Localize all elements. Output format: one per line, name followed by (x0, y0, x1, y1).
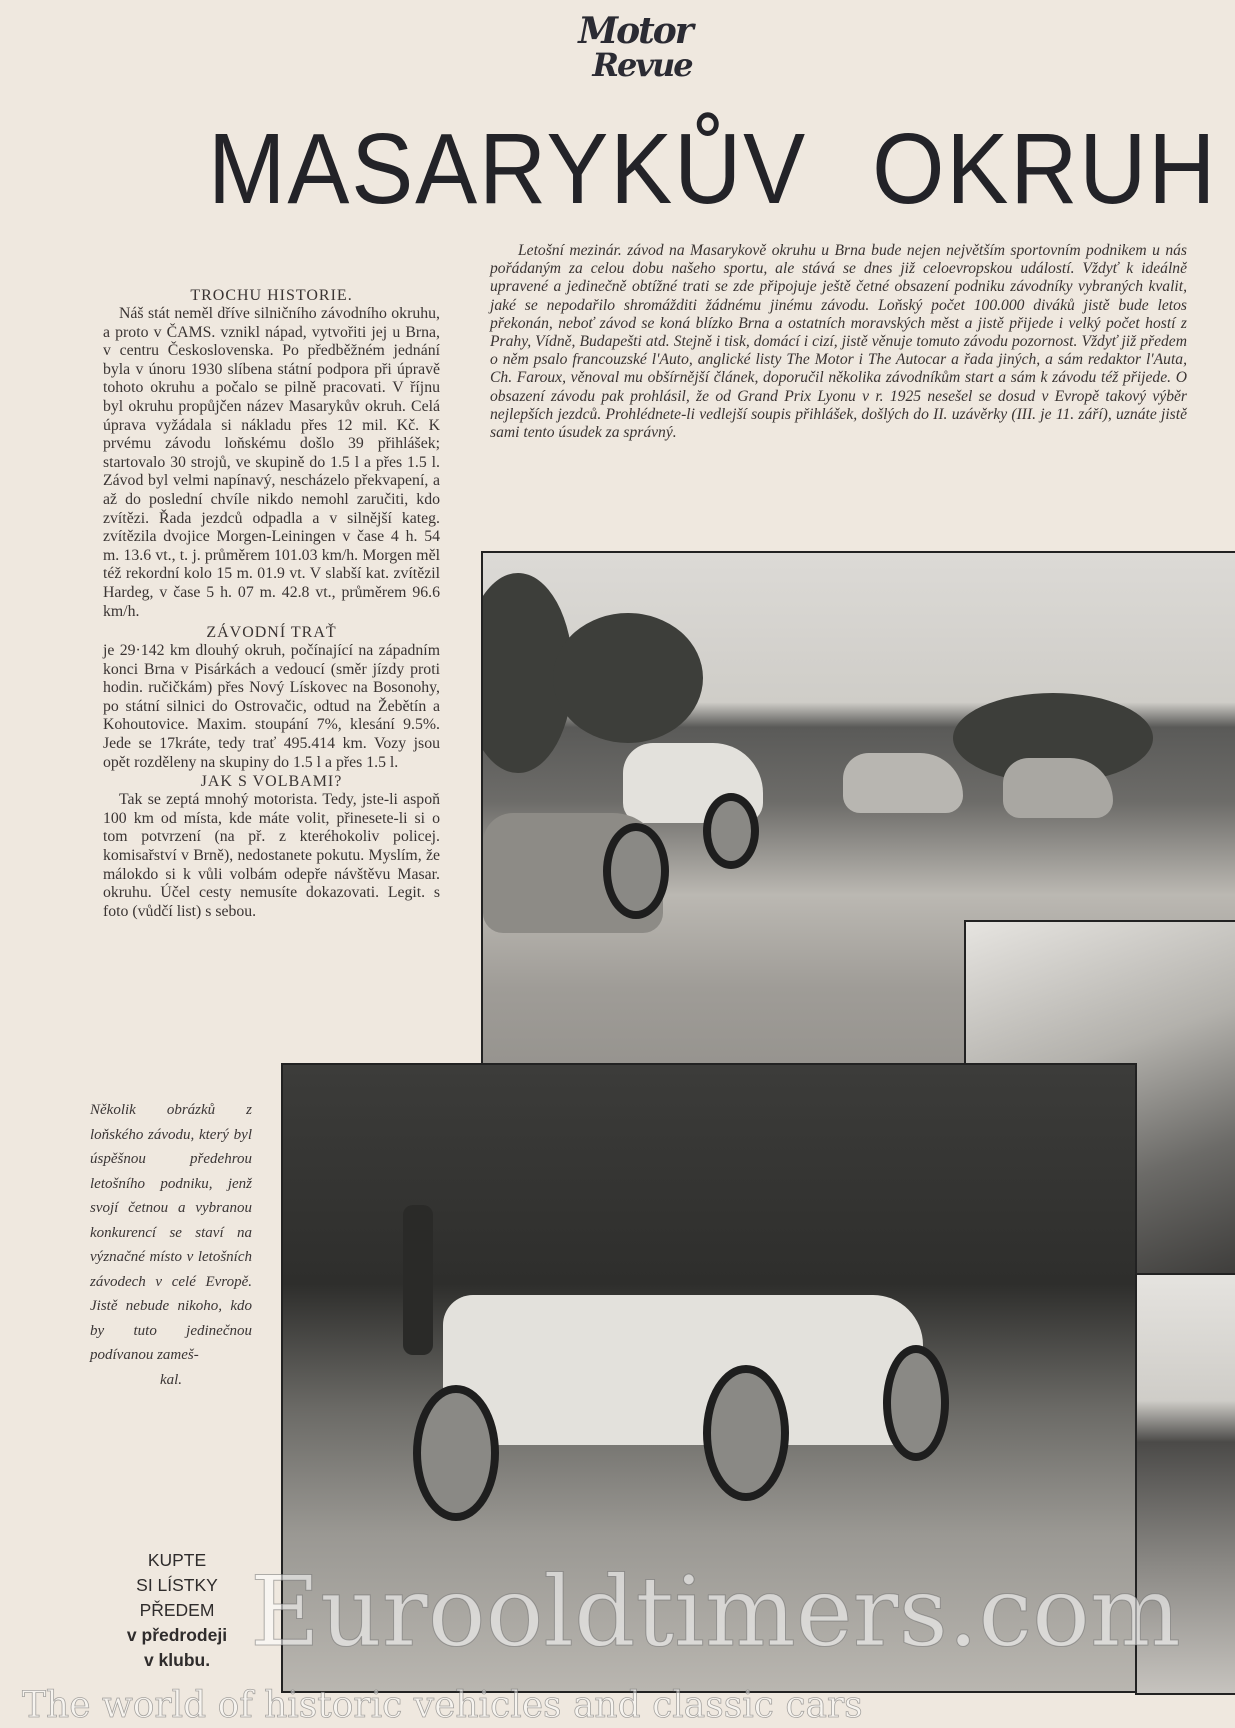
ticket-line: v předrodeji (126, 1625, 228, 1645)
photo-caption (90, 1098, 252, 1392)
caption-text: Několik obrázků z loňského závodu, který byl úspěšnou předehrou letošního podniku, jenž svojí četnou a vybranou konkurencí se staví na význačné místo v letošních závodech v celé Evropě. Jistě nebude nikoho, kdo by tuto jedinečnou podívanou zameš- (90, 1102, 252, 1363)
page-title (208, 112, 1218, 227)
race-car (443, 1295, 923, 1445)
caption-last-line: kal. (159, 1371, 183, 1388)
title-word-1: MASARYKŮV (208, 113, 808, 225)
intro-text: Letošní mezinár. závod na Masarykově okruhu u Brna bude nejen největším sportovním podnikem u nás pořádaným za celou dobu našeho sportu, ale stává se dnes již celoevropskou událostí. Vždyť k ideálně upravené a jedinečně obtížné trati se zde připojuje ještě četné obsazení podniku závodníky vybraných kvalit, jaké se nepodařilo shromážditi žádnému jinému závodu. Loňský počet 100.000 diváků jistě bude letos překonán, neboť závod se koná blízko Brna a ostatních moravských měst a jistě přijede i velký počet hostí z Prahy, Vídně, Budapešti atd. Stejně i tisk, domácí i cizí, jistě věnuje tomuto závodu pozornost. Vždyť již předem o něm psalo francouzské l'Auto, anglické listy The Motor i The Autocar a řada jiných, a sám redaktor l'Auta, Ch. Faroux, věnoval mu obšírnější článek, doporučil několika závodníkům start a sám k závodu též přijede. O obsazení závodu pak prohlásil, že od Grand Prix Lyonu v r. 1925 nesešel se dosud v Evropě takový výběr nejlepších jezdců. Prohlédnete-li vedlejší soupis přihlášek, došlých do II. uzávěrky (III. je 11. září), uznáte jistě sami tento úsudek za správný. (490, 242, 1187, 442)
race-car (843, 753, 963, 813)
car-wheel (703, 1365, 789, 1501)
ticket-line: v klubu. (143, 1650, 211, 1670)
section-heading-history: TROCHU HISTORIE. (190, 287, 353, 304)
ticket-line: PŘEDEM (139, 1600, 215, 1620)
logo-line-1: Motor (578, 10, 692, 52)
marshal-figure (403, 1205, 433, 1355)
race-car (1003, 758, 1113, 818)
car-wheel (603, 823, 669, 919)
section-text-elections: Tak se zeptá mnohý motorista. Tedy, jste-li aspoň 100 km od místa, kde máte volit, přinesete-li si o tom potvrzení (na př. z kteréhokoliv policej. komisařství v Brně), nedostanete pokutu. Myslím, že málokdo si k vůli volbám odepře návštěvu Masar. okruhu. Účel cesty nemusíte dokazovati. Legit. s foto (vůdčí list) s sebou. (103, 791, 440, 920)
ticket-line: KUPTE (147, 1550, 207, 1570)
ticket-notice (118, 1548, 236, 1673)
tree-shape (553, 613, 703, 743)
watermark-tagline: The world of historic vehicles and classic cars (22, 1685, 863, 1726)
section-text-track: je 29·142 km dlouhý okruh, počínající na západním konci Brna v Pisárkách a vedoucí (směr jízdy proti hodin. ručičkám) přes Nový Lískovec na Bosonohy, po státní silnici do Ostrovačic, odtud na Žebětín a Kohoutovice. Maxim. stoupání 7%, klesání 9.5%. Jede se 17kráte, tedy trať 495.414 km. Vozy jsou opět rozděleny na skupiny do 1.5 l a přes 1.5 l. (103, 642, 440, 771)
car-wheel (703, 793, 759, 869)
car-wheel (883, 1345, 949, 1461)
section-heading-elections: JAK S VOLBAMI? (200, 773, 343, 791)
section-heading-track: ZÁVODNÍ TRAŤ (206, 624, 337, 642)
intro-article (490, 242, 1187, 442)
watermark-site: Eurooldtimers.com (250, 1556, 1181, 1668)
logo-line-2: Revue (592, 46, 692, 84)
motor-revue-logo (568, 10, 702, 84)
car-wheel (413, 1385, 499, 1521)
title-word-2: OKRUH (872, 113, 1218, 225)
section-text-history: Náš stát neměl dříve silničního závodního okruhu, a proto v ČAMS. vznikl nápad, vytvořiti jej u Brna, v centru Československa. Po předběžném jednání byla v únoru 1930 slíbena státní podpora při úpravě tohoto okruhu a počalo se pilně pracovati. V říjnu byl okruhu propůjčen název Masarykův okruh. Celá úprava vyžádala si nákladu přes 12 mil. Kč. K prvému závodu loňskému došlo 39 přihlášek; startovalo 30 strojů, ve skupině do 1.5 l a přes 1.5 l. Závod byl velmi napínavý, nescházelo překvapení, a až do poslední chvíle nikdo nemohl zaručiti, kdo zvítězi. Řada jezdců odpadla a v silnější kateg. zvítězila dvojice Morgen-Leiningen v čase 4 h. 54 m. 13.6 vt., t. j. průměrem 101.03 km/h. Morgen měl též rekordní kolo 15 m. 01.9 vt. V slabší kat. zvítězil Hardeg, v čase 5 h. 07 m. 42.8 vt., průměrem 96.6 km/h. (103, 305, 440, 620)
left-article-column (103, 286, 440, 921)
ticket-line: SI LÍSTKY (136, 1575, 218, 1595)
